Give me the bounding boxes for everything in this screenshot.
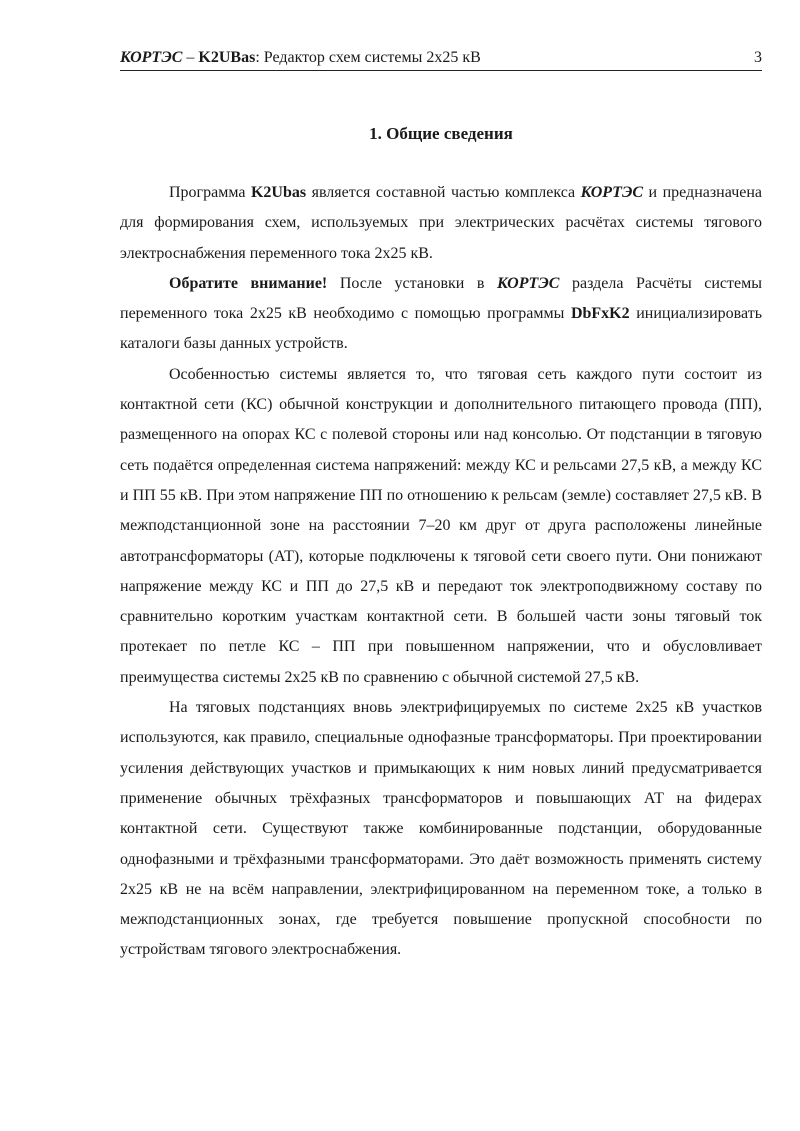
body-text (120, 178, 762, 966)
paragraph-substations: На тяговых подстанциях вновь электрифицируемых по системе 2x25 кВ участков используются, как правило, специальные однофазные трансформаторы. При проектировании усиления действующих участков и примыкающих к ним новых линий предусматривается применение обычных трёхфазных трансформаторов и повышающих АТ на фидерах контактной сети. Существуют также комбинированные подстанции, оборудованные однофазными и трёхфазными трансформаторами. Это даёт возможность применять систему 2x25 кВ не на всём направлении, электрифицированном на переменном токе, а только в межподстанционных зонах, где требуется повышение пропускной способности по устройствам тягового электроснабжения. (120, 699, 762, 959)
note-label: Обратите внимание! (169, 274, 328, 292)
brand-name: КОРТЭС (497, 274, 560, 292)
text-run: инициализировать каталоги базы данных устройств. (120, 305, 763, 353)
program-name: DbFxK2 (570, 305, 630, 323)
text-run: раздела Расчёты системы переменного тока 2x25 кВ необходимо с помощью программы (120, 274, 762, 323)
paragraph-note (120, 269, 762, 360)
header-separator: – (182, 49, 199, 66)
text-run: и предназначена для формирования схем, используемых при электрических расчётах системы тягового электроснабжения переменного тока 2x25 кВ. (120, 184, 763, 262)
paragraph-system-features: Особенностью системы является то, что тяговая сеть каждого пути состоит из контактной сети (КС) обычной конструкции и дополнительного питающего провода (ПП), размещенного на опорах КС с полевой стороны или над консолью. От подстанции в тяговую сеть подаётся определенная система напряжений: между КС и рельсами 27,5 кВ, а между КС и ПП 55 кВ. При этом напряжение ПП по отношению к рельсам (земле) составляет 27,5 кВ. В межподстанционной зоне на расстоянии 7–20 км друг от друга расположены линейные автотрансформаторы (АТ), которые подключены к тяговой сети своего пути. Они понижают напряжение между КС и ПП до 27,5 кВ и передают ток электроподвижному составу по сравнительно коротким участкам контактной сети. В большей части зоны тяговый ток протекает по петле КС – ПП при повышенном напряжении, что и обусловливает преимущества системы 2x25 кВ по сравнению с обычной системой 27,5 кВ. (120, 365, 762, 686)
page-header (120, 48, 762, 71)
paragraph-intro (120, 178, 762, 269)
text-run: является составной частью комплекса (306, 184, 581, 201)
text-run: После установки в (327, 274, 498, 292)
text-run: Программа (169, 184, 251, 201)
brand-name: КОРТЭС (580, 184, 644, 201)
header-product: K2UBas (198, 49, 256, 66)
section-title: 1. Общие сведения (369, 124, 513, 143)
page-number: 3 (754, 49, 762, 66)
header-brand: КОРТЭС (120, 49, 183, 66)
header-title (120, 48, 481, 68)
header-subtitle: : Редактор схем системы 2x25 кВ (255, 49, 481, 66)
program-name: K2Ubas (250, 184, 307, 201)
